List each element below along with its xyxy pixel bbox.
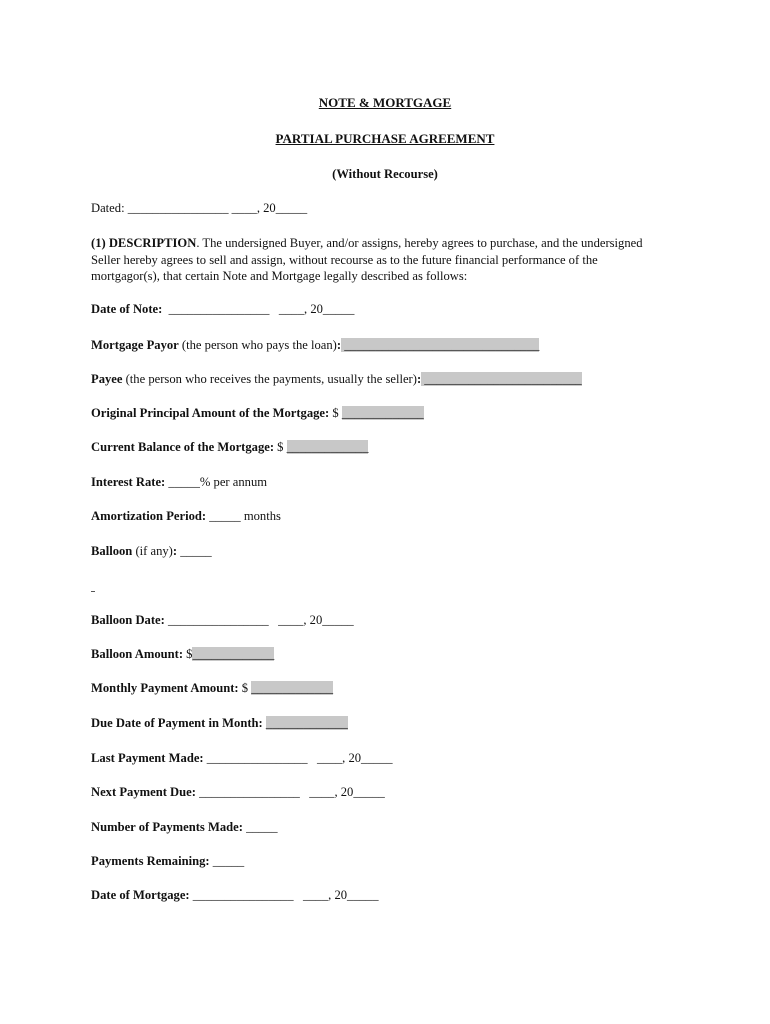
interest-rate-label: Interest Rate: xyxy=(91,475,166,489)
next-payment-field[interactable]: ________________ ____, 20_____ xyxy=(195,785,385,799)
interest-rate-field[interactable]: _____% per annum xyxy=(165,475,268,489)
monthly-payment-label: Monthly Payment Amount: xyxy=(91,681,239,695)
current-balance-label: Current Balance of the Mortgage: xyxy=(91,440,275,454)
date-of-note-label: Date of Note: xyxy=(91,302,163,316)
payments-remaining-field[interactable]: _____ xyxy=(209,854,245,868)
document-title: NOTE & MORTGAGE xyxy=(318,95,452,110)
next-payment-label: Next Payment Due: xyxy=(91,785,196,799)
date-of-mortgage-label: Date of Mortgage: xyxy=(91,888,190,902)
original-principal-line xyxy=(91,405,424,421)
due-date-field[interactable]: _____________ xyxy=(265,716,348,730)
original-principal-label: Original Principal Amount of the Mortgage: xyxy=(91,406,330,420)
last-payment-label: Last Payment Made: xyxy=(91,751,204,765)
stray-dash-mark xyxy=(91,591,95,592)
balloon-date-field[interactable]: ________________ ____, 20_____ xyxy=(164,613,354,627)
amortization-label: Amortization Period: xyxy=(91,509,207,523)
monthly-payment-line xyxy=(91,680,333,696)
payee-line xyxy=(91,371,582,387)
last-payment-field[interactable]: ________________ ____, 20_____ xyxy=(203,751,393,765)
payee-field[interactable]: _________________________ xyxy=(421,372,582,386)
balloon-field[interactable]: _____ xyxy=(177,544,212,558)
last-payment-line xyxy=(91,750,393,766)
dated-label: Dated: xyxy=(91,201,125,215)
balloon-date-label: Balloon Date: xyxy=(91,613,165,627)
payee-hint: (the person who receives the payments, usually the seller) xyxy=(122,372,417,386)
amortization-line xyxy=(91,508,281,524)
dated-line xyxy=(91,200,307,216)
num-payments-label: Number of Payments Made: xyxy=(91,820,243,834)
balloon-label: Balloon xyxy=(91,544,133,558)
balloon-amount-field[interactable]: _____________ xyxy=(192,647,275,661)
num-payments-field[interactable]: _____ xyxy=(242,820,278,834)
description-heading: (1) DESCRIPTION xyxy=(91,236,197,250)
original-principal-field[interactable]: _____________ xyxy=(341,406,424,420)
monthly-payment-field[interactable]: _____________ xyxy=(251,681,334,695)
due-date-label: Due Date of Payment in Month: xyxy=(91,716,263,730)
monthly-payment-prefix: $ xyxy=(238,681,252,695)
current-balance-field[interactable]: _____________ xyxy=(286,440,369,454)
balloon-date-line xyxy=(91,612,354,628)
interest-rate-line xyxy=(91,474,267,490)
payee-label: Payee xyxy=(91,372,123,386)
current-balance-line xyxy=(91,439,368,455)
original-principal-prefix: $ xyxy=(329,406,342,420)
balloon-colon: : xyxy=(172,544,178,558)
date-of-note-field[interactable]: ________________ ____, 20_____ xyxy=(162,302,355,316)
mortgage-payor-hint: (the person who pays the loan) xyxy=(178,338,337,352)
mortgage-payor-line xyxy=(91,337,539,353)
balloon-amount-label: Balloon Amount: xyxy=(91,647,184,661)
mortgage-payor-colon: : xyxy=(336,338,342,352)
payee-colon: : xyxy=(416,372,422,386)
date-of-note-line xyxy=(91,301,354,317)
date-of-mortgage-field[interactable]: ________________ ____, 20_____ xyxy=(189,888,379,902)
mortgage-payor-field[interactable]: _______________________________ xyxy=(341,338,540,352)
balloon-amount-line xyxy=(91,646,274,662)
amortization-field[interactable]: _____ months xyxy=(206,509,281,523)
date-of-mortgage-line xyxy=(91,887,379,903)
num-payments-line xyxy=(91,819,278,835)
balloon-line xyxy=(91,543,212,559)
payments-remaining-label: Payments Remaining: xyxy=(91,854,210,868)
current-balance-prefix: $ xyxy=(274,440,287,454)
balloon-amount-prefix: $ xyxy=(183,647,193,661)
dated-blank[interactable]: ________________ ____, 20_____ xyxy=(127,201,308,215)
description-text: . The undersigned Buyer, and/or assigns, hereby agrees to purchase, and the undersigned Seller hereby agrees to sell and assign, without recourse as to the future financial performance of the mortgagor(s), that certain Note and Mortgage legally described as follows: xyxy=(91,236,643,283)
balloon-hint: (if any) xyxy=(132,544,173,558)
due-date-line xyxy=(91,715,348,731)
document-subtitle: PARTIAL PURCHASE AGREEMENT xyxy=(275,131,495,146)
mortgage-payor-label: Mortgage Payor xyxy=(91,338,179,352)
recourse-note: (Without Recourse) xyxy=(332,167,438,181)
description-paragraph xyxy=(91,235,651,285)
payments-remaining-line xyxy=(91,853,244,869)
next-payment-line xyxy=(91,784,385,800)
